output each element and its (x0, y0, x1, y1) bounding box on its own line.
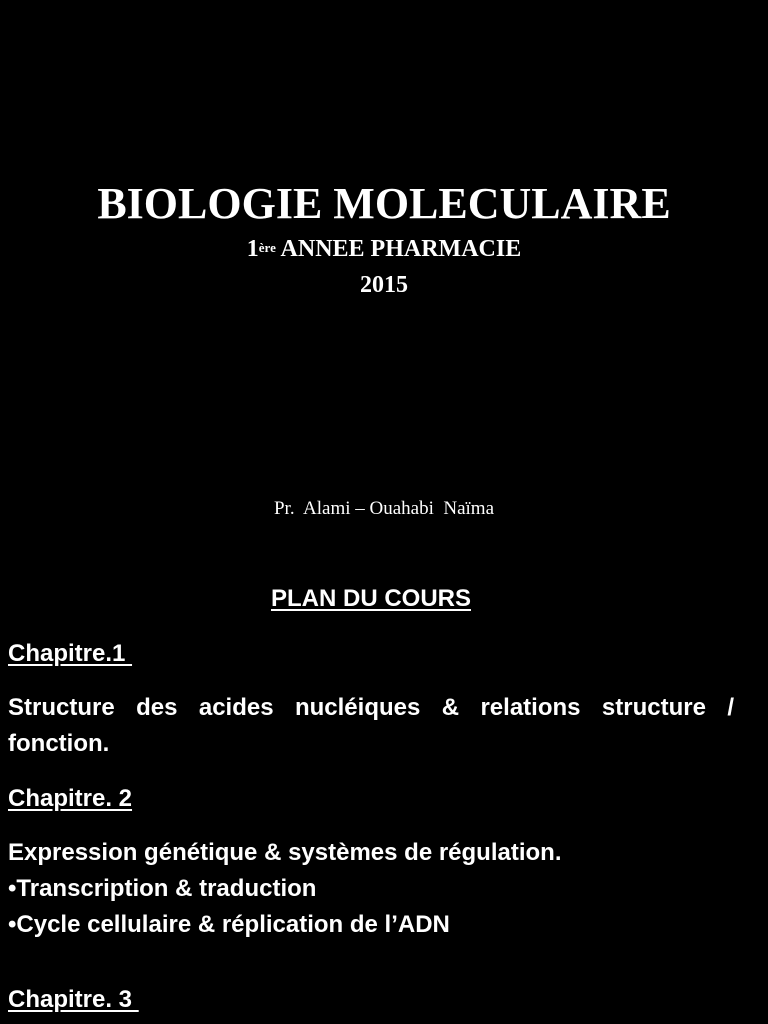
chapter-2-item: •Cycle cellulaire & réplication de l’ADN (8, 911, 450, 938)
subtitle-superscript: ère (258, 240, 276, 255)
chapter-2-label-block (8, 781, 734, 817)
plan-heading: PLAN DU COURS (270, 585, 471, 612)
chapter-1-label: Chapitre.1 (8, 640, 133, 667)
subtitle-rest: ANNEE PHARMACIE (275, 236, 522, 262)
chapter-2-description: Expression génétique & systèmes de régulation. (8, 839, 562, 866)
chapter-2-item: •Transcription & traduction (8, 875, 317, 902)
chapter-1-description: Structure des acides nucléiques & relations structure / fonction. (8, 694, 734, 757)
chapter-2-label: Chapitre. 2 (8, 785, 133, 812)
chapter-2-content (8, 835, 734, 943)
course-year: 2015 (360, 272, 408, 298)
chapter-1-label-block (8, 636, 734, 672)
subtitle-number: 1 (246, 236, 259, 262)
course-title: BIOLOGIE MOLECULAIRE (97, 179, 671, 228)
chapter-3-label-block (8, 982, 734, 1018)
chapter-3-label: Chapitre. 3 (8, 986, 139, 1013)
author-name: Pr. Alami – Ouahabi Naïma (273, 498, 495, 519)
course-subtitle (0, 234, 768, 264)
